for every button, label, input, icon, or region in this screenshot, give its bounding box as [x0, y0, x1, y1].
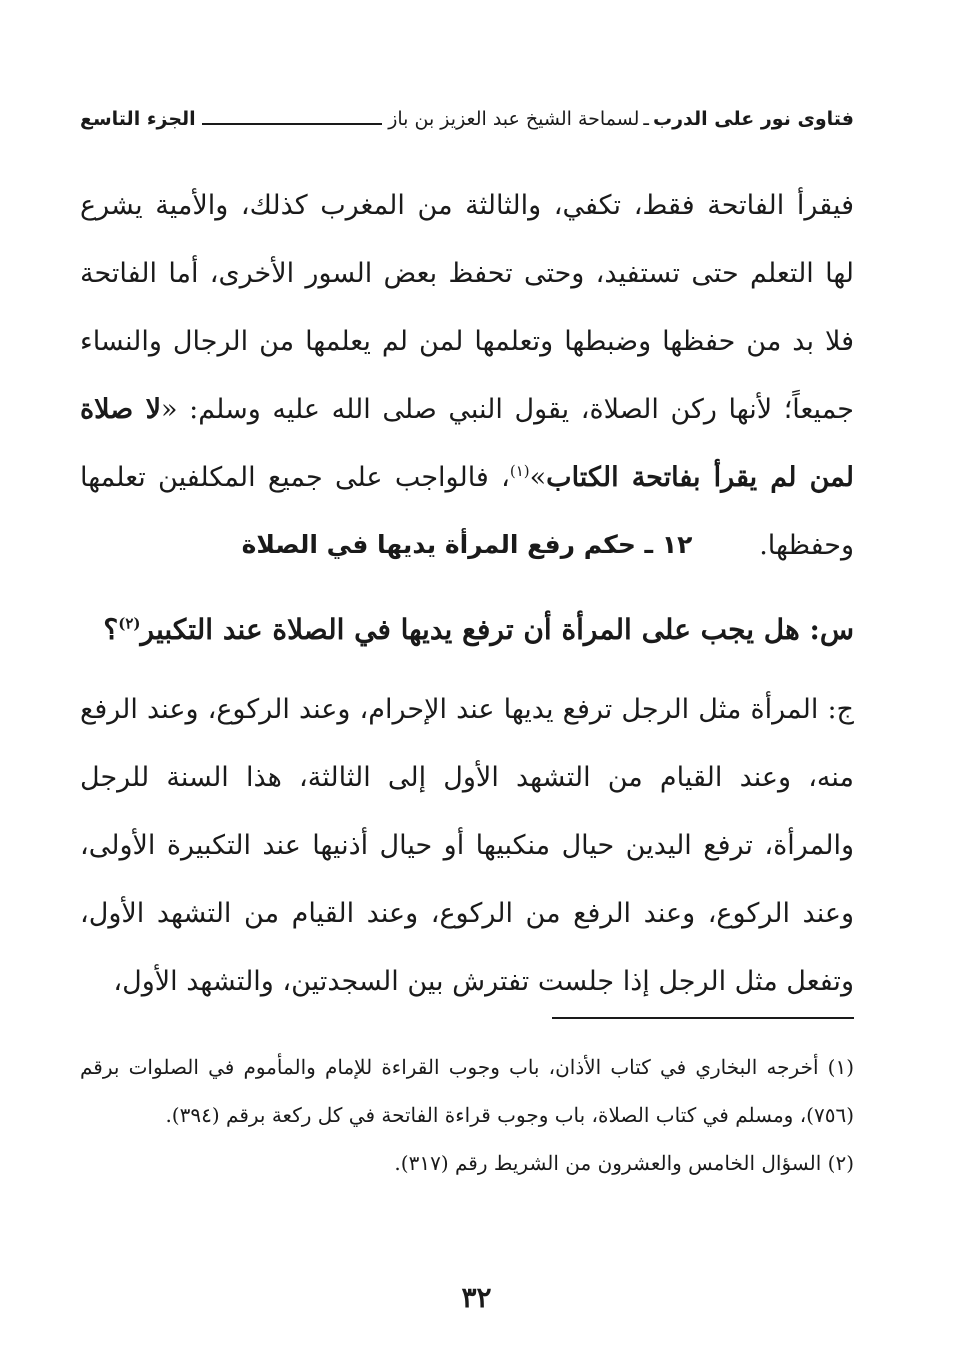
footnote-ref-1: (١): [509, 462, 530, 480]
footnotes: [80, 1043, 854, 1187]
paragraph-text: فيقرأ الفاتحة فقط، تكفي، والثالثة من المغرب كذلك، والأمية يشرع لها التعلم حتى تستفيد، وحتى تحفظ بعض السور الأخرى، أما الفاتحة فلا بد من حفظها وضبطها وتعلمها لمن لم يعلمها من الرجال والنساء جميعاً؛ لأنها ركن الصلاة، يقول النبي صلى الله عليه وسلم: «: [80, 190, 854, 425]
question: [80, 600, 854, 660]
question-text: س: هل يجب على المرأة أن ترفع يديها في الصلاة عند التكبير: [140, 613, 854, 646]
author-name: لسماحة الشيخ عبد العزيز بن باز: [388, 108, 640, 130]
hadith-quote: لا صلاة لمن لم يقرأ بفاتحة الكتاب: [80, 394, 854, 493]
footnote-divider: [552, 1017, 854, 1019]
close-quote: »: [529, 462, 547, 493]
book-title: فتاوى نور على الدرب: [653, 108, 854, 130]
answer-paragraph: ج: المرأة مثل الرجل ترفع يديها عند الإحرام، وعند الركوع، وعند الرفع منه، وعند القيام من التشهد الأول إلى الثالثة، هذا السنة للرجل والمرأة، ترفع اليدين حيال منكبيها أو حيال أذنيها عند التكبيرة الأولى، وعند الركوع، وعند الرفع من الركوع، وعند القيام من التشهد الأول، وتفعل مثل الرجل إذا جلست تفترش بين السجدتين، والتشهد الأول،: [80, 694, 854, 997]
footnote-1: (١) أخرجه البخاري في كتاب الأذان، باب وجوب القراءة للإمام والمأموم في الصلوات برقم (٧٥٦)، ومسلم في كتاب الصلاة، باب وجوب قراءة الفاتحة في كل ركعة برقم (٣٩٤).: [80, 1055, 854, 1127]
footnote-ref-2: (٢): [118, 614, 141, 633]
question-mark: ؟: [103, 613, 119, 646]
paragraph-text-end: ، فالواجب على جميع المكلفين تعلمها وحفظها.: [80, 462, 854, 561]
running-header: [80, 104, 854, 134]
section-heading: ١٢ ـ حكم رفع المرأة يديها في الصلاة: [241, 530, 693, 559]
header-dash-line: [202, 123, 383, 125]
header-separator: ـ: [643, 108, 649, 130]
paragraph-fatiha: [80, 172, 854, 580]
volume-label: الجزء التاسع: [80, 108, 196, 130]
page-number: ٣٢: [461, 1281, 492, 1314]
footnote-2: (٢) السؤال الخامس والعشرون من الشريط رقم (٣١٧).: [394, 1151, 854, 1175]
